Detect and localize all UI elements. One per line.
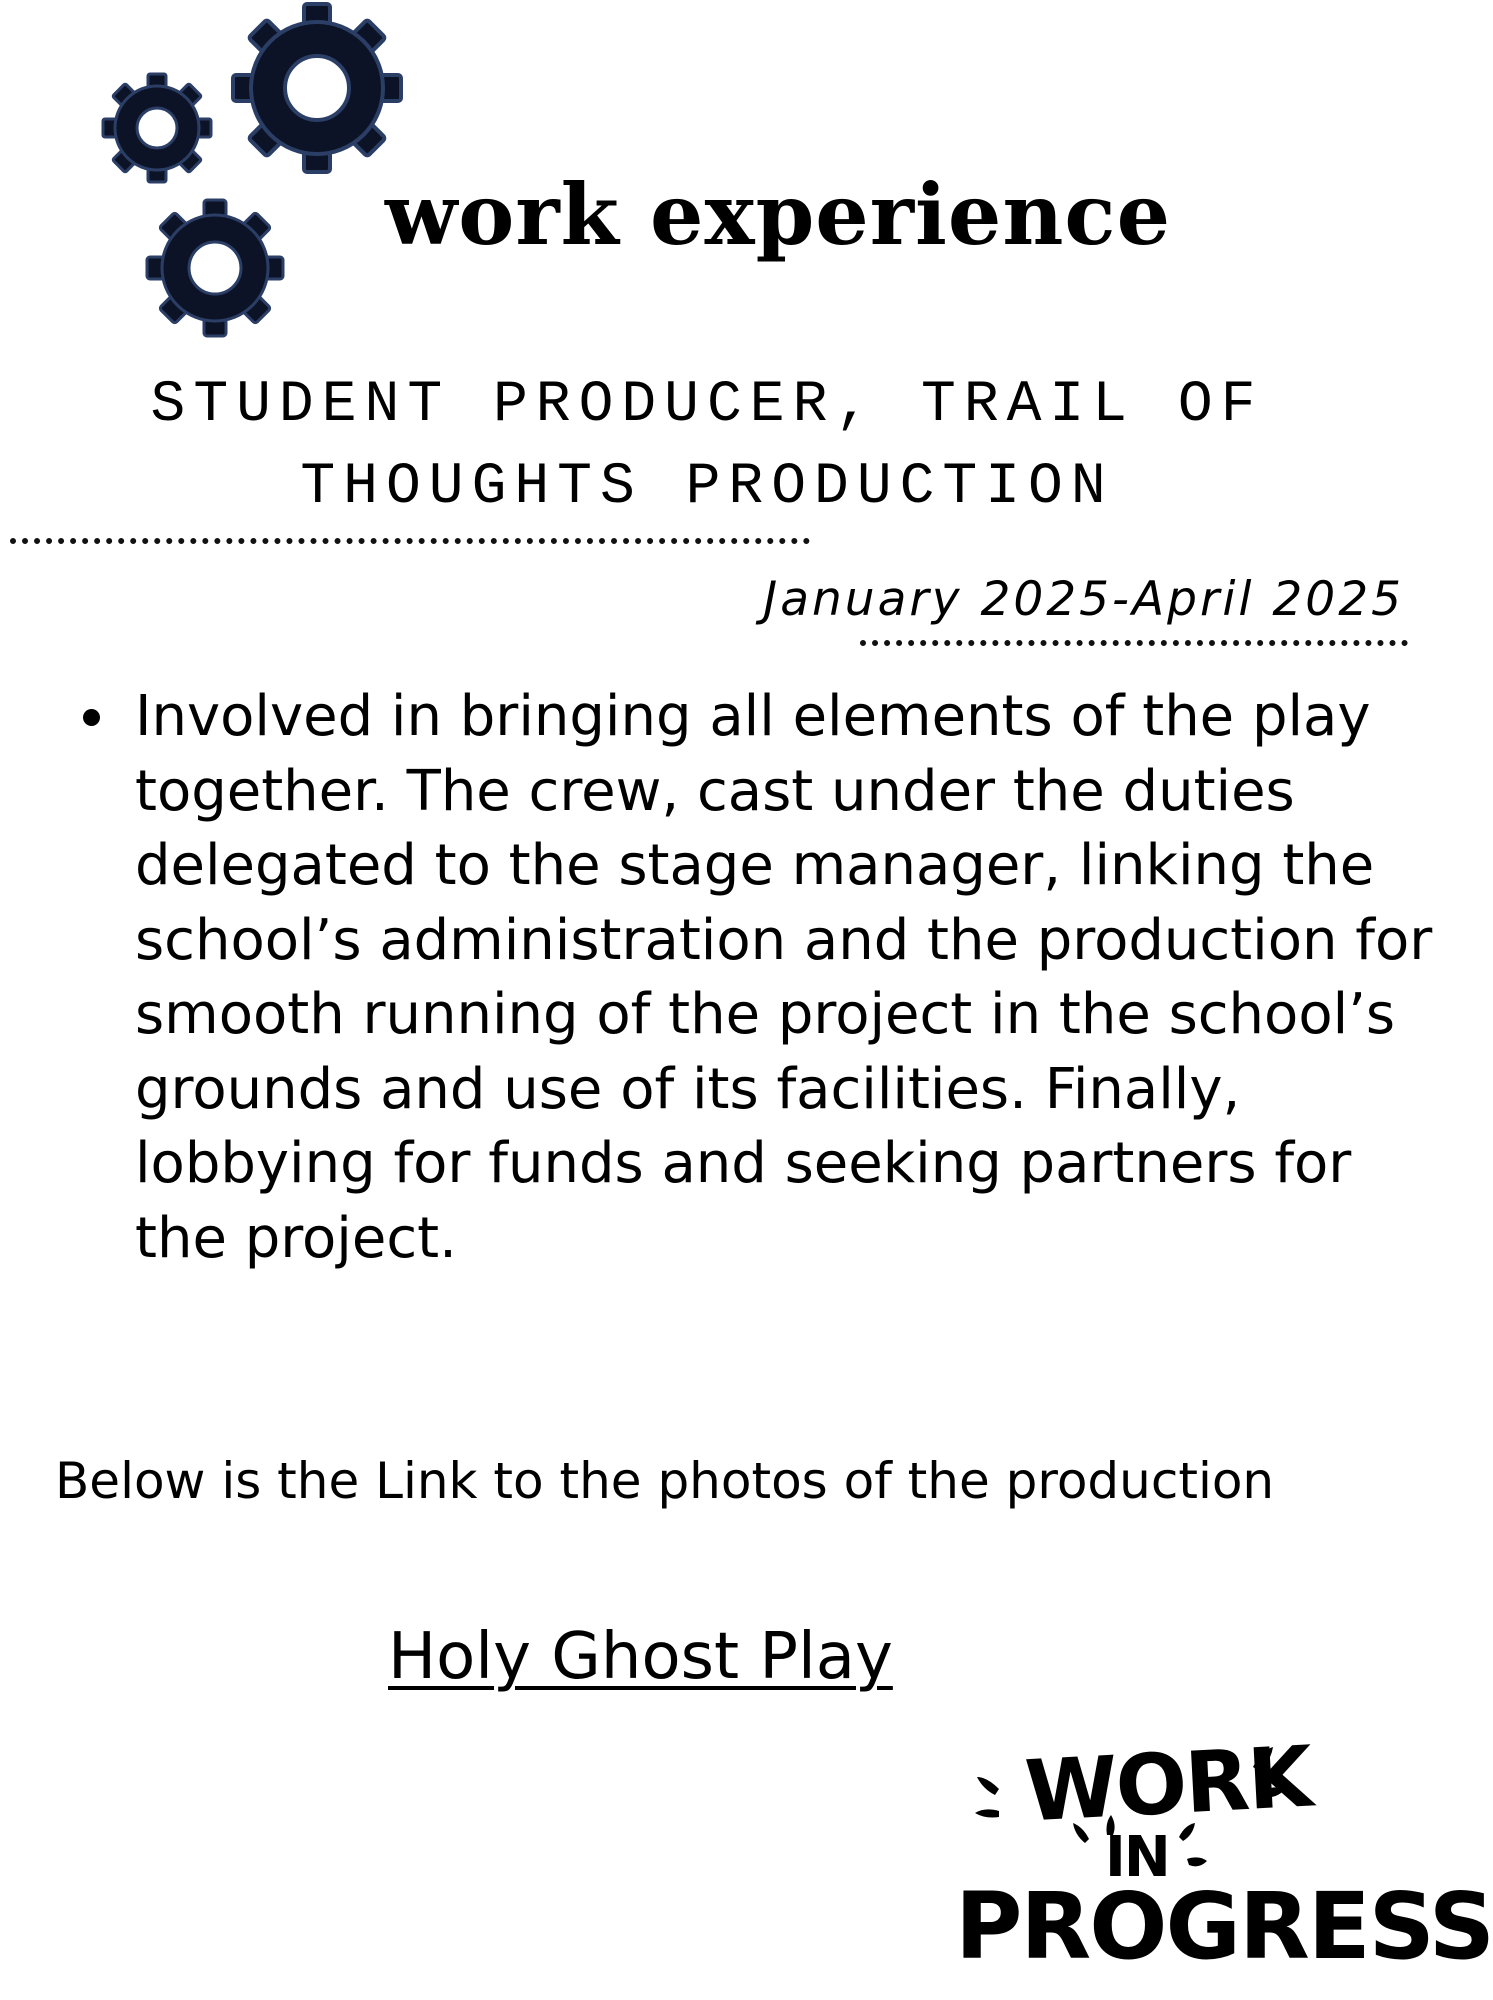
photos-link[interactable]: Holy Ghost Play bbox=[388, 1620, 893, 1694]
logo-word-in: IN bbox=[1105, 1825, 1169, 1890]
section-heading: work experience bbox=[385, 165, 1172, 264]
duty-text: Involved in bringing all elements of the play together. The crew, cast under the duties delegated to the stage manager, linking the school’s administration and the production for smooth running of the project in the school’s grounds and use of its facilities. Finally, lobbying for funds and seeking partners for the project. bbox=[135, 684, 1433, 1271]
job-title bbox=[0, 365, 1414, 529]
logo-word-work: WORK bbox=[1022, 1727, 1314, 1841]
link-intro-text: Below is the Link to the photos of the production bbox=[55, 1452, 1275, 1510]
dotted-divider-right bbox=[860, 640, 1408, 646]
list-item bbox=[135, 680, 1435, 1276]
work-in-progress-logo bbox=[955, 1725, 1493, 1985]
employment-dates: January 2025-April 2025 bbox=[763, 572, 1404, 627]
logo-word-progress: PROGRESS bbox=[955, 1873, 1493, 1980]
dotted-divider-left bbox=[10, 538, 810, 544]
duties-list bbox=[75, 680, 1435, 1276]
job-title-line-1: STUDENT PRODUCER, TRAIL OF bbox=[150, 373, 1264, 438]
job-title-line-2: THOUGHTS PRODUCTION bbox=[300, 455, 1114, 520]
bullet-icon bbox=[83, 709, 100, 726]
gears-icon bbox=[95, 0, 435, 345]
